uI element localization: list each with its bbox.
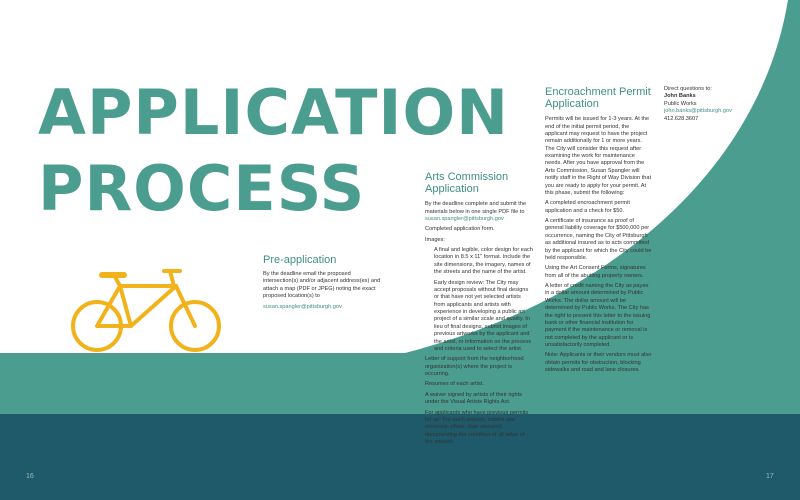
encroachment-para: A certificate of insurance as proof of general liability coverage for $500,000 per occurrence, naming the City of Pittsburgh as additional insured as to acts committed by the applicant for which the City could be held responsible. xyxy=(545,218,652,261)
pre-application-heading: Pre-application xyxy=(263,254,337,266)
arts-commission-intro: By the deadline complete and submit the materials below in one single PDF file to xyxy=(425,201,527,215)
pre-application-section xyxy=(263,254,381,314)
bicycle-icon xyxy=(66,266,226,358)
contact-block xyxy=(664,86,764,123)
arts-commission-heading: Arts Commission Application xyxy=(425,171,509,196)
arts-commission-section xyxy=(425,171,533,449)
arts-commission-image-item: A final and legible, color design for each location in 8.5 x 11" format. Include the site dimensions, the imagery, names of the streets and the name of the artist. xyxy=(434,247,533,276)
arts-commission-letter: Letter of support from the neighborhood organization(s) where the project is occurring. xyxy=(425,356,524,378)
page-title-line2: PROCESS xyxy=(38,152,366,225)
arts-commission-image-item: Early design review: The City may accept proposals without final designs or that have not yet selected artists from applicants and artists with experience in developing a public art project of a similar scale and quality. In lieu of final designs, submit images of previous artworks by the applicant and the artist, or information on the process and criteria used to select the artist. xyxy=(434,279,532,352)
contact-email-link[interactable]: john.banks@pittsburgh.gov xyxy=(664,108,732,115)
teal-band xyxy=(0,353,800,415)
contact-label: Direct questions to: xyxy=(664,86,712,92)
contact-phone: 412.628.3607 xyxy=(664,115,699,122)
arts-commission-images-label: Images: xyxy=(425,236,445,243)
page-number-right: 17 xyxy=(766,473,774,480)
arts-commission-previous: For applicants who have previous permits for art: For each artwork, submit one electronic photo, date stamped, documenting the condition of all sides of the artwork. xyxy=(425,409,529,446)
contact-department: Public Works xyxy=(664,100,697,107)
encroachment-note: Note: Applicants or their vendors must also obtain permits for obstruction, blocking sidewalks and road and lane closures. xyxy=(545,352,652,374)
page-title-line1: APPLICATION xyxy=(38,76,510,149)
arts-commission-resumes: Resumes of each artist. xyxy=(425,381,484,388)
encroachment-para: A completed encroachment permit application and a check for $50. xyxy=(545,200,630,214)
arts-commission-email-link[interactable]: susan.spangler@pittsburgh.gov xyxy=(425,215,504,222)
encroachment-para: Using the Art Consent Forms, signatures from all of the abutting property owners. xyxy=(545,265,646,279)
pre-application-email-link[interactable]: susan.spangler@pittsburgh.gov xyxy=(263,303,342,310)
encroachment-heading: Encroachment Permit Application xyxy=(545,86,651,111)
encroachment-section xyxy=(545,86,653,378)
encroachment-para: A letter of credit naming the City as payee in a dollar amount determined by Public Works. The dollar amount will be determined by Public Works. The City has the right to present this letter to the issuing bank or other financial institution for payment if the maintenance or removal is not completed by the applicant or is unsatisfactorily completed. xyxy=(545,283,651,349)
pre-application-body: By the deadline email the proposed intersection(s) and/or adjacent address(es) and attach a map (PDF or JPEG) noting the exact proposed location(s) to xyxy=(263,271,381,300)
contact-name: John Banks xyxy=(664,93,696,100)
dark-footer-band xyxy=(0,414,800,500)
page-number-left: 16 xyxy=(26,473,34,480)
arts-commission-completed: Completed application form. xyxy=(425,226,495,233)
encroachment-para: Permits will be issued for 1-3 years. At the end of the initial permit period, the applicant may request to have the project remain additionally for 1 or more years. The City will consider this request after examining the work for maintenance needs. After you have approval from the Arts Commission, Susan Spangler will notify staff in the Right of Way Division that you are ready to apply for your permit. At this phase, submit the following: xyxy=(545,116,652,196)
arts-commission-waiver: A waiver signed by artists of their rights under the Visual Artists Rights Act. xyxy=(425,391,522,406)
